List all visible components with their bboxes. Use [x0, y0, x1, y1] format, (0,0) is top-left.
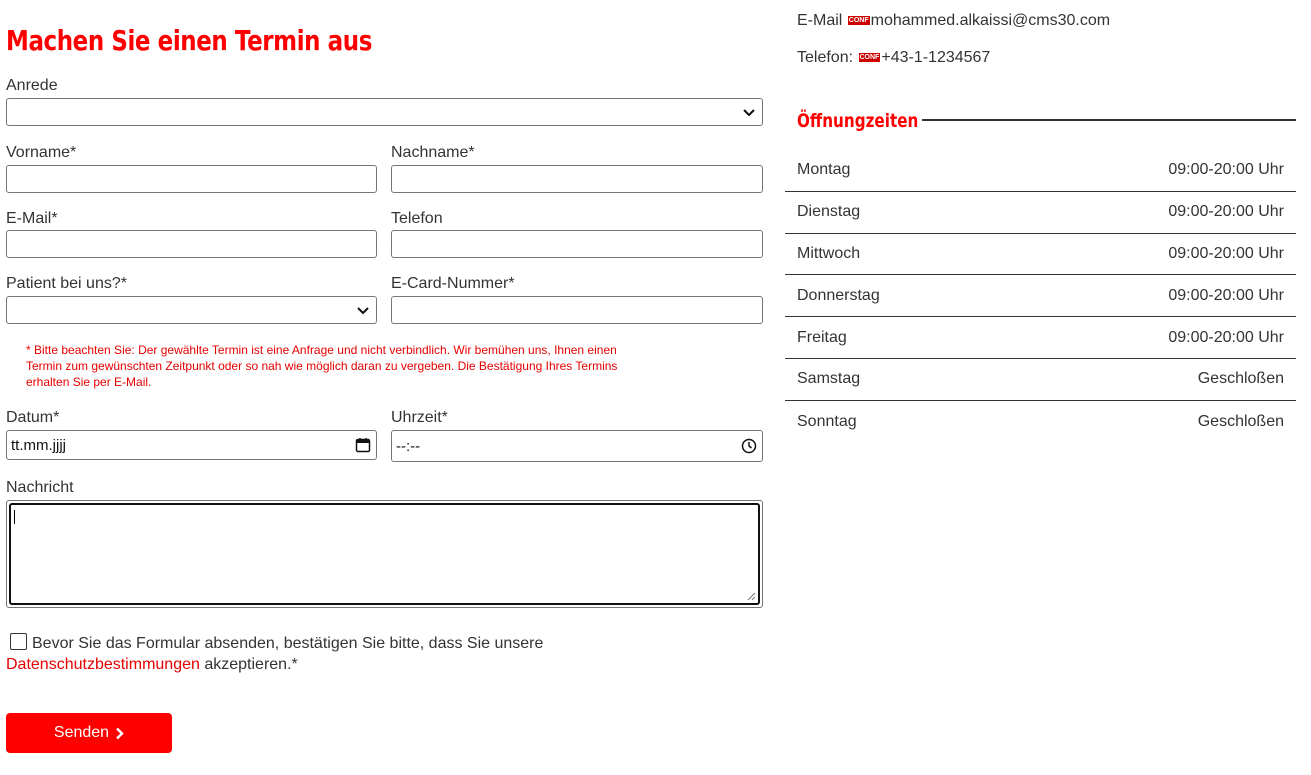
hours-row: [785, 359, 1296, 401]
date-placeholder: tt.mm.jjjj: [11, 436, 66, 454]
lastname-input[interactable]: [391, 165, 763, 193]
patient-label: Patient bei uns?*: [6, 275, 127, 292]
appointment-note: * Bitte beachten Sie: Der gewählte Termin ist eine Anfrage und nicht verbindlich. Wir bemühen uns, Ihnen einen Termin zum gewünschten Zeitpunkt oder so nah wie möglich daran zu vergeben. Die Bestätigung Ihres Termins erhalten Sie per E-Mail.: [26, 343, 618, 389]
email-input[interactable]: [6, 230, 377, 258]
page-title: Machen Sie einen Termin aus: [6, 24, 372, 57]
contact-email-value[interactable]: mohammed.alkaissi@cms30.com: [870, 12, 1111, 29]
chevron-down-icon: [742, 105, 756, 119]
lastname-label: Nachname*: [391, 144, 475, 161]
hours-row: [785, 192, 1296, 234]
conf-badge: CONF: [859, 54, 880, 62]
message-label: Nachricht: [6, 479, 74, 496]
time-label: Uhrzeit*: [391, 409, 448, 426]
date-input[interactable]: [6, 430, 377, 460]
time-value: 09:00-20:00 Uhr: [1168, 161, 1284, 179]
consent-block: [6, 633, 646, 675]
opening-hours-title: Öffnungzeiten: [797, 110, 919, 132]
time-value: 09:00-20:00 Uhr: [1168, 244, 1284, 262]
resize-grip-icon[interactable]: [747, 592, 756, 601]
chevron-down-icon: [356, 303, 370, 317]
clock-icon[interactable]: [741, 438, 757, 454]
day-label: Freitag: [797, 328, 847, 346]
date-label: Datum*: [6, 409, 60, 426]
hours-row: [785, 401, 1296, 443]
day-label: Samstag: [797, 370, 861, 388]
submit-label: Senden: [53, 724, 110, 741]
hours-row: [785, 317, 1296, 359]
contact-email-label: E-Mail: [797, 12, 843, 29]
submit-button[interactable]: [6, 713, 172, 753]
text-caret: [14, 510, 15, 524]
firstname-input[interactable]: [6, 165, 377, 193]
privacy-policy-link[interactable]: Datenschutzbestimmungen: [6, 656, 200, 673]
contact-phone-value[interactable]: +43-1-1234567: [881, 49, 991, 66]
time-value: 09:00-20:00 Uhr: [1168, 286, 1284, 304]
phone-input[interactable]: [391, 230, 763, 258]
day-label: Dienstag: [797, 203, 861, 221]
message-textarea-focus[interactable]: [9, 503, 760, 605]
consent-text-end: akzeptieren.*: [204, 656, 298, 673]
patient-select[interactable]: [6, 296, 377, 324]
conf-badge: CONF: [848, 17, 869, 25]
firstname-label: Vorname*: [6, 144, 77, 161]
contact-phone: [797, 49, 990, 67]
time-value: 09:00-20:00 Uhr: [1168, 203, 1284, 221]
opening-hours-table: [785, 150, 1296, 443]
time-value: Geschloßen: [1197, 370, 1284, 388]
day-label: Sonntag: [797, 412, 857, 430]
salutation-select[interactable]: [6, 98, 763, 126]
contact-phone-label: Telefon:: [797, 49, 854, 66]
title-divider: [922, 119, 1296, 121]
message-textarea[interactable]: [6, 500, 763, 608]
consent-checkbox[interactable]: [10, 633, 27, 650]
email-label: E-Mail*: [6, 210, 58, 227]
day-label: Mittwoch: [797, 244, 861, 262]
ecard-input[interactable]: [391, 296, 763, 324]
phone-label: Telefon: [391, 210, 443, 227]
time-value: 09:00-20:00 Uhr: [1168, 328, 1284, 346]
hours-row: [785, 234, 1296, 276]
contact-email: [797, 12, 1110, 30]
day-label: Donnerstag: [797, 286, 880, 304]
day-label: Montag: [797, 161, 851, 179]
time-value: Geschloßen: [1197, 412, 1284, 430]
chevron-right-icon: [115, 727, 124, 740]
hours-row: [785, 275, 1296, 317]
time-placeholder: --:--: [396, 437, 421, 455]
salutation-label: Anrede: [6, 77, 58, 94]
time-input[interactable]: [391, 430, 763, 462]
calendar-icon[interactable]: [355, 437, 371, 453]
consent-text: Bevor Sie das Formular absenden, bestätigen Sie bitte, dass Sie unsere: [32, 635, 544, 652]
hours-row: [785, 150, 1296, 192]
ecard-label: E-Card-Nummer*: [391, 275, 515, 292]
